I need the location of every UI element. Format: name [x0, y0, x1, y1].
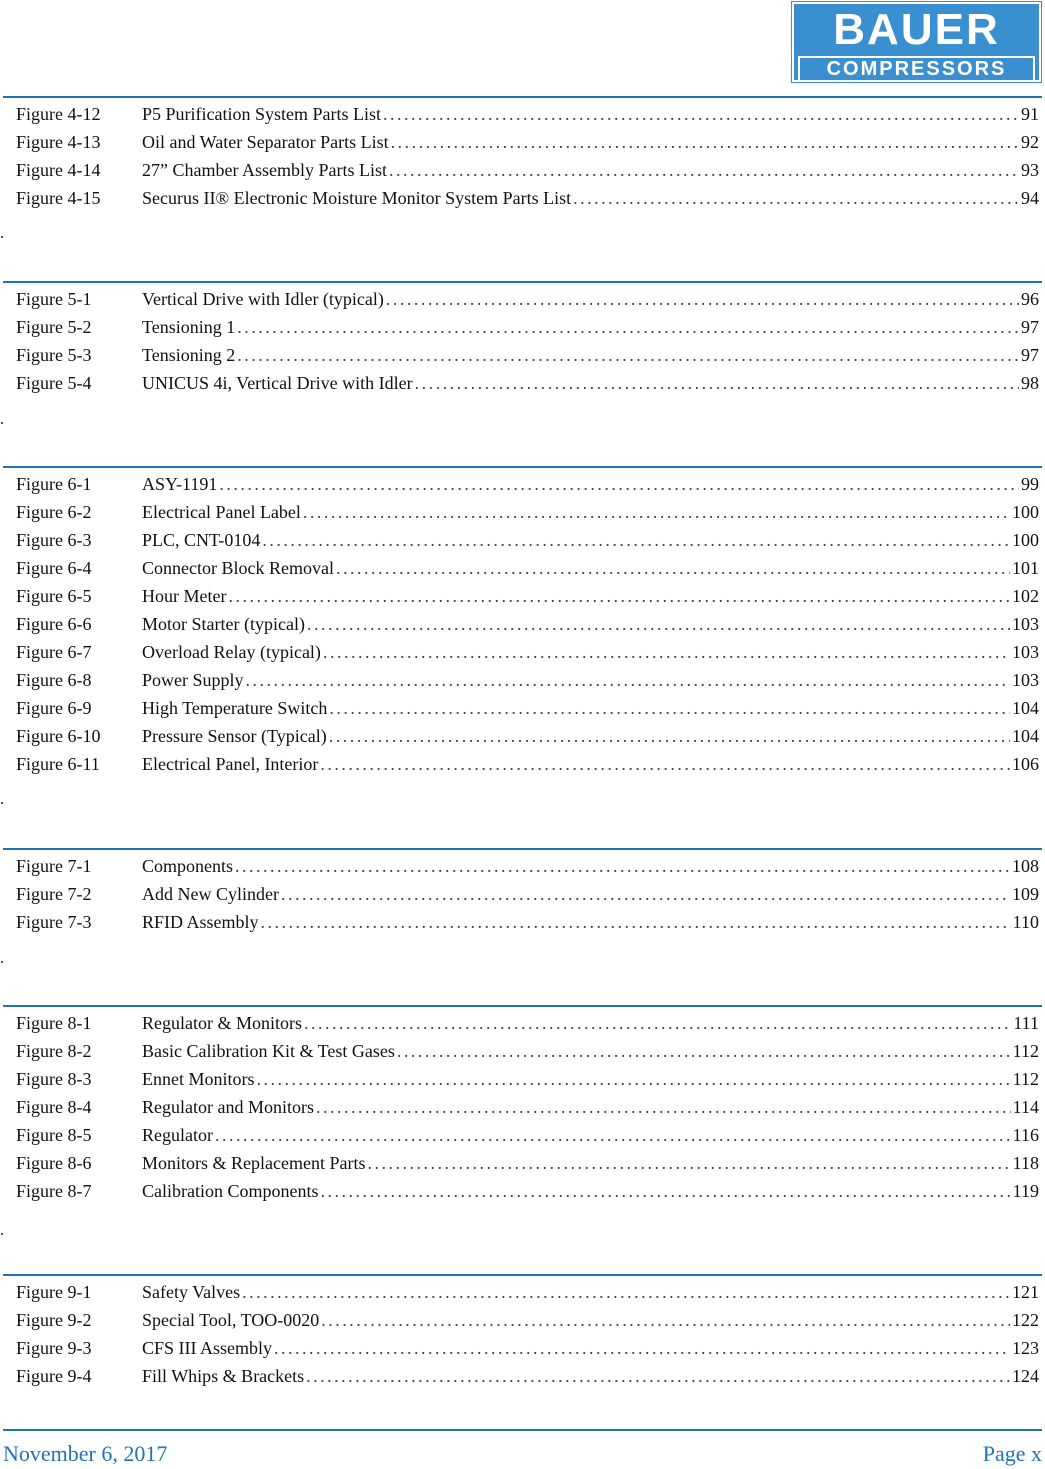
toc-entry[interactable] — [16, 696, 1039, 720]
toc-entry[interactable] — [16, 752, 1039, 776]
figure-title: Safety Valves — [142, 1282, 241, 1302]
figure-title: Power Supply — [142, 670, 244, 690]
dot-leader — [367, 1151, 1010, 1175]
figure-number: Figure 8-4 — [16, 1097, 92, 1117]
dot-leader — [383, 102, 1019, 126]
dot-leader — [303, 500, 1010, 524]
figure-title: Special Tool, TOO-0020 — [142, 1310, 320, 1330]
toc-entry[interactable] — [16, 584, 1039, 608]
bauer-compressors-logo — [792, 2, 1041, 82]
page-number: 100 — [1012, 502, 1039, 522]
figure-number: Figure 6-9 — [16, 698, 92, 718]
toc-entry[interactable] — [16, 724, 1039, 748]
figure-title: Monitors & Replacement Parts — [142, 1153, 366, 1173]
figure-title: PLC, CNT-0104 — [142, 530, 261, 550]
toc-entry[interactable] — [16, 1336, 1039, 1360]
dot-leader — [246, 668, 1010, 692]
page-number: 109 — [1012, 884, 1039, 904]
page-number: 112 — [1012, 1041, 1039, 1061]
page-number: 96 — [1021, 289, 1039, 309]
section-gap-mark — [1, 1233, 3, 1235]
figure-number: Figure 6-6 — [16, 614, 92, 634]
page-number: 124 — [1012, 1366, 1039, 1386]
figure-number: Figure 4-12 — [16, 104, 101, 124]
toc-entry[interactable] — [16, 910, 1039, 934]
dot-leader — [391, 130, 1019, 154]
dot-leader — [281, 882, 1010, 906]
page-number: 100 — [1012, 530, 1039, 550]
toc-entry[interactable] — [16, 371, 1039, 395]
page-number: 119 — [1012, 1181, 1039, 1201]
figure-number: Figure 6-2 — [16, 502, 92, 522]
figure-number: Figure 8-1 — [16, 1013, 92, 1033]
figure-title: Electrical Panel Label — [142, 502, 301, 522]
page-number: 91 — [1021, 104, 1039, 124]
dot-leader — [228, 584, 1010, 608]
figure-number: Figure 9-4 — [16, 1366, 92, 1386]
figure-title: Motor Starter (typical) — [142, 614, 305, 634]
figure-number: Figure 5-4 — [16, 373, 92, 393]
toc-entry[interactable] — [16, 612, 1039, 636]
figure-title: Connector Block Removal — [142, 558, 334, 578]
section-gap-mark — [1, 961, 3, 963]
toc-entry[interactable] — [16, 343, 1039, 367]
toc-entry[interactable] — [16, 287, 1039, 311]
dot-leader — [321, 1308, 1010, 1332]
dot-leader — [323, 640, 1010, 664]
figure-number: Figure 7-2 — [16, 884, 92, 904]
toc-entry[interactable] — [16, 1308, 1039, 1332]
figure-title: Electrical Panel, Interior — [142, 754, 319, 774]
toc-entry[interactable] — [16, 1011, 1039, 1035]
figure-title: Pressure Sensor (Typical) — [142, 726, 327, 746]
toc-entry[interactable] — [16, 668, 1039, 692]
dot-leader — [237, 343, 1019, 367]
figure-title: Regulator — [142, 1125, 213, 1145]
toc-entry[interactable] — [16, 1039, 1039, 1063]
figure-title: Hour Meter — [142, 586, 227, 606]
dot-leader — [329, 724, 1010, 748]
figure-number: Figure 8-6 — [16, 1153, 92, 1173]
toc-entry[interactable] — [16, 882, 1039, 906]
toc-section — [3, 848, 1042, 850]
toc-entry[interactable] — [16, 1123, 1039, 1147]
figure-title: Tensioning 2 — [142, 345, 236, 365]
figure-title: Calibration Components — [142, 1181, 319, 1201]
page-number: 103 — [1012, 670, 1039, 690]
figure-title: Oil and Water Separator Parts List — [142, 132, 389, 152]
logo-wordmark: BAUER — [833, 5, 1000, 54]
dot-leader — [415, 371, 1019, 395]
page-number: 104 — [1012, 698, 1039, 718]
dot-leader — [329, 696, 1010, 720]
figure-number: Figure 4-15 — [16, 188, 101, 208]
page-number: 122 — [1012, 1310, 1039, 1330]
figure-number: Figure 6-1 — [16, 474, 92, 494]
page-number: 101 — [1012, 558, 1039, 578]
figure-title: Basic Calibration Kit & Test Gases — [142, 1041, 395, 1061]
page-number: 110 — [1012, 912, 1039, 932]
dot-leader — [237, 315, 1019, 339]
toc-section — [3, 466, 1042, 468]
figure-number: Figure 4-13 — [16, 132, 101, 152]
toc-section — [3, 1274, 1042, 1276]
toc-entry[interactable] — [16, 472, 1039, 496]
figure-title: Overload Relay (typical) — [142, 642, 321, 662]
figure-title: RFID Assembly — [142, 912, 259, 932]
dot-leader — [336, 556, 1010, 580]
dot-leader — [257, 1067, 1011, 1091]
figure-number: Figure 9-2 — [16, 1310, 92, 1330]
dot-leader — [386, 287, 1019, 311]
figure-title: Tensioning 1 — [142, 317, 236, 337]
dot-leader — [320, 1179, 1010, 1203]
page-number: 108 — [1012, 856, 1039, 876]
page-number: 92 — [1021, 132, 1039, 152]
figure-number: Figure 4-14 — [16, 160, 101, 180]
page-number: 97 — [1021, 345, 1039, 365]
page-number: 121 — [1012, 1282, 1039, 1302]
toc-section — [3, 1005, 1042, 1007]
dot-leader — [219, 472, 1019, 496]
page-number: 104 — [1012, 726, 1039, 746]
toc-entry[interactable] — [16, 1067, 1039, 1091]
toc-entry[interactable] — [16, 315, 1039, 339]
figure-title: Add New Cylinder — [142, 884, 279, 904]
figure-number: Figure 5-2 — [16, 317, 92, 337]
section-gap-mark — [1, 236, 3, 238]
page-number: 94 — [1021, 188, 1039, 208]
dot-leader — [307, 612, 1010, 636]
dot-leader — [274, 1336, 1010, 1360]
toc-entry[interactable] — [16, 556, 1039, 580]
figure-number: Figure 6-8 — [16, 670, 92, 690]
dot-leader — [306, 1364, 1010, 1388]
toc-entry[interactable] — [16, 1095, 1039, 1119]
toc-entry[interactable] — [16, 500, 1039, 524]
page-number: 103 — [1012, 614, 1039, 634]
section-gap-mark — [1, 422, 3, 424]
figure-title: UNICUS 4i, Vertical Drive with Idler — [142, 373, 413, 393]
figure-number: Figure 8-7 — [16, 1181, 92, 1201]
figure-number: Figure 8-3 — [16, 1069, 92, 1089]
figure-title: Fill Whips & Brackets — [142, 1366, 305, 1386]
dot-leader — [573, 186, 1019, 210]
toc-entry[interactable] — [16, 158, 1039, 182]
figure-number: Figure 8-5 — [16, 1125, 92, 1145]
toc-entry[interactable] — [16, 102, 1039, 126]
figure-title: Regulator and Monitors — [142, 1097, 314, 1117]
toc-entry[interactable] — [16, 640, 1039, 664]
figure-title: CFS III Assembly — [142, 1338, 273, 1358]
section-gap-mark — [1, 802, 3, 804]
figure-number: Figure 8-2 — [16, 1041, 92, 1061]
toc-entry[interactable] — [16, 1280, 1039, 1304]
page-number: 98 — [1021, 373, 1039, 393]
page-number: 112 — [1012, 1069, 1039, 1089]
page-number: 97 — [1021, 317, 1039, 337]
figure-title: 27” Chamber Assembly Parts List — [142, 160, 387, 180]
toc-entry[interactable] — [16, 1179, 1039, 1203]
figure-number: Figure 6-7 — [16, 642, 92, 662]
figure-title: Ennet Monitors — [142, 1069, 255, 1089]
page-number: 106 — [1012, 754, 1039, 774]
figure-title: P5 Purification System Parts List — [142, 104, 382, 124]
dot-leader — [261, 910, 1011, 934]
dot-leader — [262, 528, 1010, 552]
figure-number: Figure 9-3 — [16, 1338, 92, 1358]
toc-section — [3, 96, 1042, 98]
page-number: 123 — [1012, 1338, 1039, 1358]
figure-number: Figure 7-1 — [16, 856, 92, 876]
figure-number: Figure 5-1 — [16, 289, 92, 309]
page-number: 111 — [1013, 1013, 1039, 1033]
dot-leader — [389, 158, 1019, 182]
figure-number: Figure 5-3 — [16, 345, 92, 365]
toc-entry[interactable] — [16, 130, 1039, 154]
figure-number: Figure 6-5 — [16, 586, 92, 606]
figure-title: Components — [142, 856, 234, 876]
page-number: 114 — [1012, 1097, 1039, 1117]
logo-subtitle: COMPRESSORS — [798, 56, 1035, 82]
figure-title: Regulator & Monitors — [142, 1013, 302, 1033]
figure-title: High Temperature Switch — [142, 698, 328, 718]
toc-entry[interactable] — [16, 1364, 1039, 1388]
figure-title: Vertical Drive with Idler (typical) — [142, 289, 384, 309]
dot-leader — [304, 1011, 1011, 1035]
page-number: 103 — [1012, 642, 1039, 662]
dot-leader — [320, 752, 1010, 776]
dot-leader — [397, 1039, 1011, 1063]
footer-divider — [3, 1429, 1042, 1431]
figure-title: ASY-1191 — [142, 474, 218, 494]
dot-leader — [316, 1095, 1011, 1119]
footer-date: November 6, 2017 — [3, 1441, 168, 1466]
dot-leader — [242, 1280, 1010, 1304]
page-number: 116 — [1012, 1125, 1039, 1145]
page-number: 93 — [1021, 160, 1039, 180]
figure-number: Figure 6-3 — [16, 530, 92, 550]
page-number: 102 — [1012, 586, 1039, 606]
page-number: 118 — [1012, 1153, 1039, 1173]
figure-number: Figure 7-3 — [16, 912, 92, 932]
figure-number: Figure 6-4 — [16, 558, 92, 578]
page-number: 99 — [1021, 474, 1039, 494]
figure-title: Securus II® Electronic Moisture Monitor System Parts List — [142, 188, 572, 208]
footer-page-number: Page x — [982, 1441, 1042, 1466]
toc-entry[interactable] — [16, 1151, 1039, 1175]
figure-number: Figure 9-1 — [16, 1282, 92, 1302]
dot-leader — [235, 854, 1010, 878]
toc-section — [3, 281, 1042, 283]
dot-leader — [215, 1123, 1011, 1147]
toc-entry[interactable] — [16, 186, 1039, 210]
toc-entry[interactable] — [16, 528, 1039, 552]
figure-number: Figure 6-11 — [16, 754, 100, 774]
toc-entry[interactable] — [16, 854, 1039, 878]
figure-number: Figure 6-10 — [16, 726, 101, 746]
